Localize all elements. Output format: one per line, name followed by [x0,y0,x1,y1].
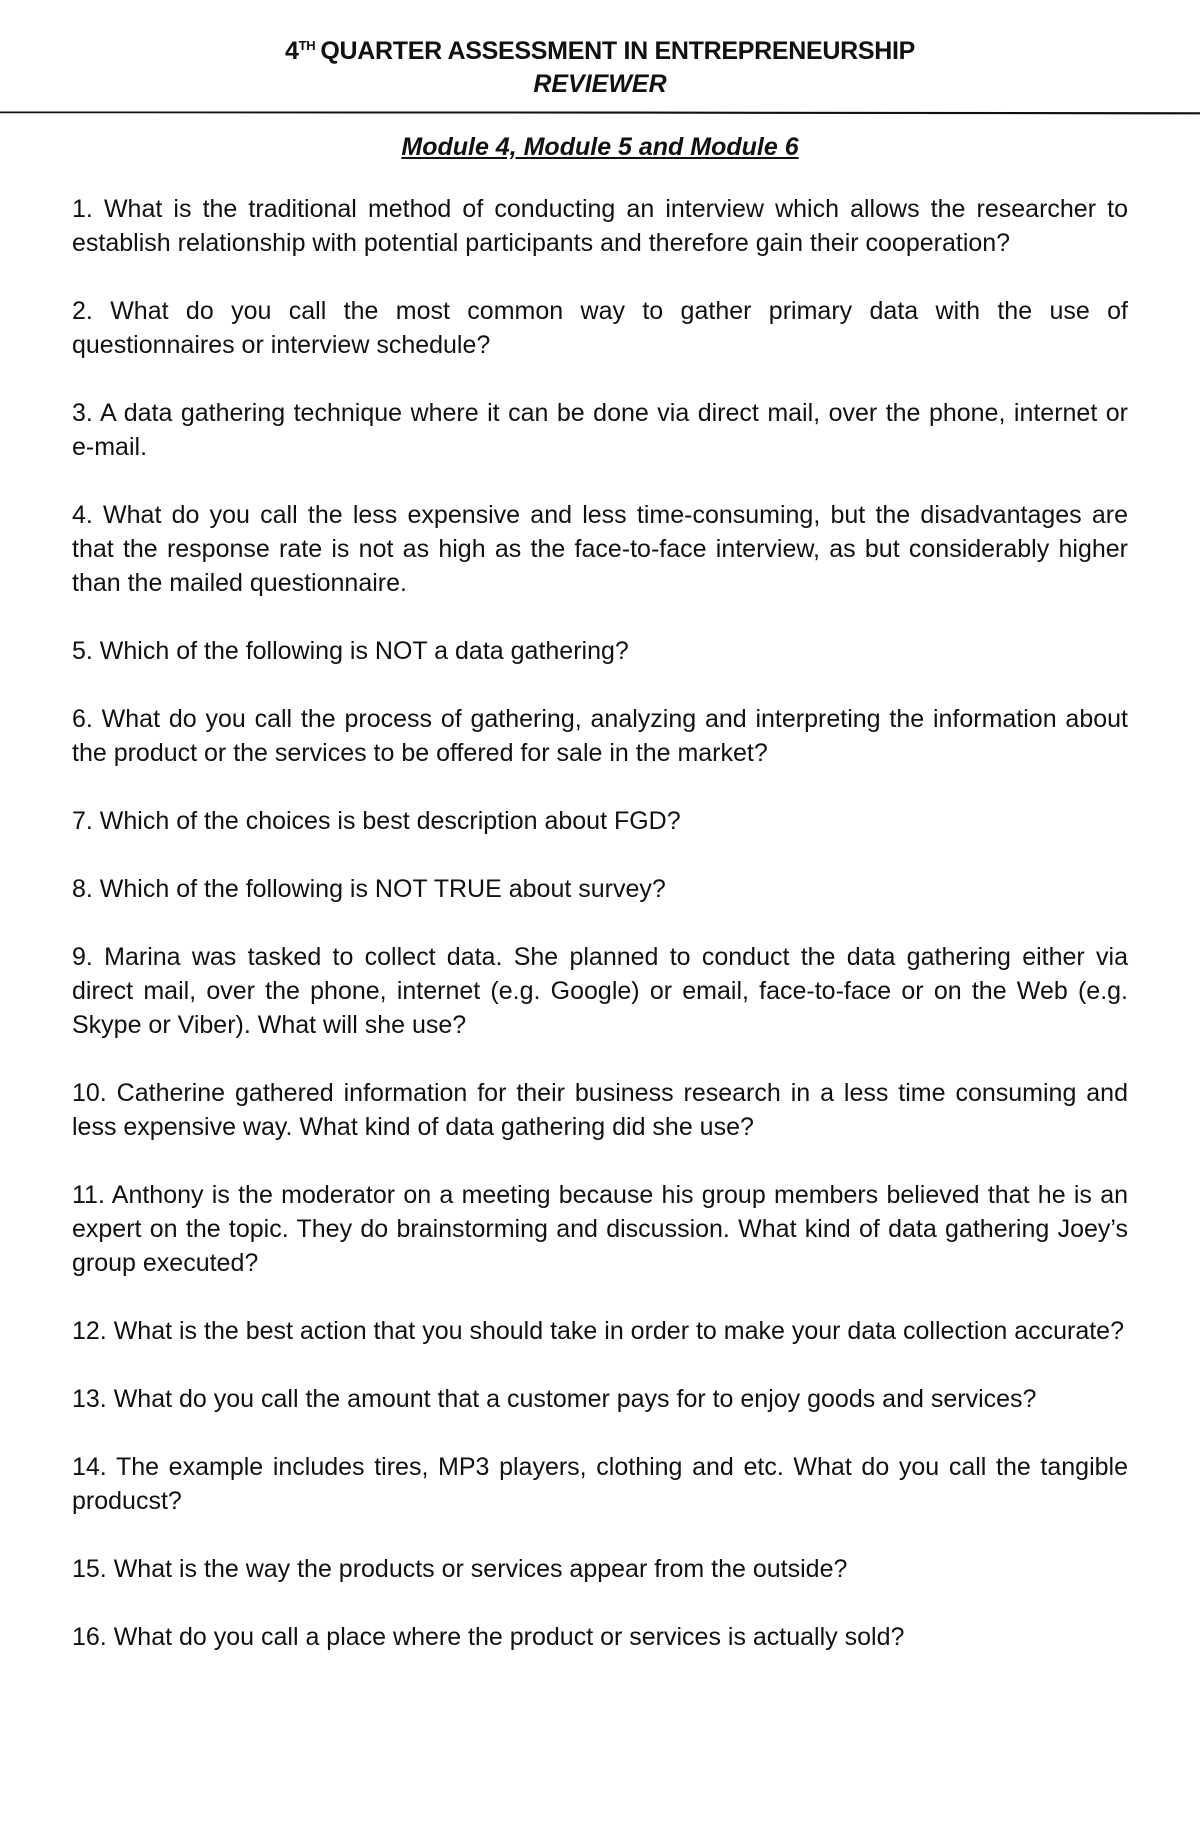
question-item: 12. What is the best action that you should take in order to make your data collection accurate? [72,1317,1124,1345]
question-item: 3. A data gathering technique where it can be done via direct mail, over the phone, internet or e-mail. [72,399,1128,461]
module-heading: Module 4, Module 5 and Module 6 [401,133,799,161]
question-item: 10. Catherine gathered information for their business research in a less time consuming and less expensive way. What kind of data gathering did she use? [72,1079,1128,1141]
question-item: 11. Anthony is the moderator on a meeting because his group members believed that he is an expert on the topic. They do brainstorming and discussion. What kind of data gathering Joey’s group executed? [72,1181,1128,1277]
question-item: 8. Which of the following is NOT TRUE about survey? [72,875,666,903]
document-subtitle: REVIEWER [533,70,667,98]
title-ordinal: 4 [284,37,299,65]
question-item: 14. The example includes tires, MP3 players, clothing and etc. What do you call the tangible producst? [72,1453,1128,1515]
question-item: 5. Which of the following is NOT a data gathering? [72,637,629,665]
header-divider [0,110,1200,115]
question-item: 15. What is the way the products or services appear from the outside? [72,1555,848,1583]
question-item: 4. What do you call the less expensive and less time-consuming, but the disadvantages are that the response rate is not as high as the face-to-face interview, as but considerably higher than the mailed questionnaire. [72,501,1128,597]
question-item: 9. Marina was tasked to collect data. She planned to conduct the data gathering either via direct mail, over the phone, internet (e.g. Google) or email, face-to-face or on the Web (e.g. Skype or Viber). What will she use? [72,943,1128,1039]
question-list [72,192,1128,1688]
title-rest: QUARTER ASSESSMENT IN ENTREPRENEURSHIP [320,37,916,65]
question-item: 7. Which of the choices is best description about FGD? [72,807,681,835]
title-superscript: TH [298,37,316,53]
question-item: 1. What is the traditional method of conducting an interview which allows the researcher to establish relationship with potential participants and therefore gain their cooperation? [72,195,1128,257]
question-item: 6. What do you call the process of gathering, analyzing and interpreting the information about the product or the services to be offered for sale in the market? [72,705,1128,767]
document-title [0,36,1200,66]
question-item: 2. What do you call the most common way to gather primary data with the use of questionnaires or interview schedule? [72,297,1128,359]
question-item: 16. What do you call a place where the product or services is actually sold? [72,1623,905,1651]
question-item: 13. What do you call the amount that a customer pays for to enjoy goods and services? [72,1385,1037,1413]
